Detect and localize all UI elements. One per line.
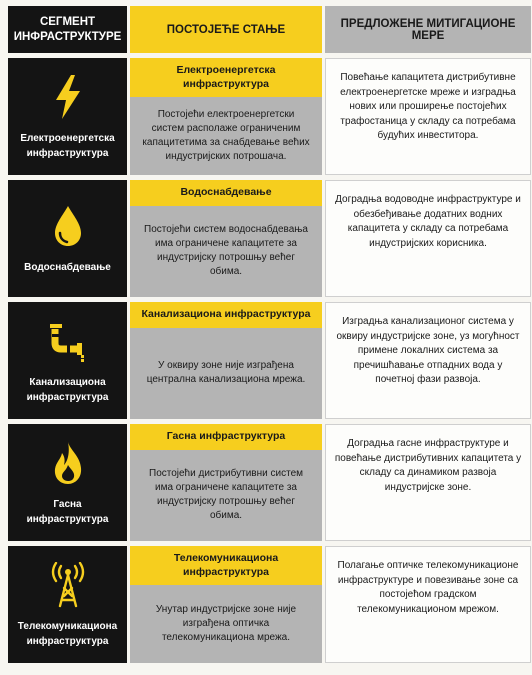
mitigation-text: Полагање оптичке телекомуникационе инфраструктуре и повезивање зоне са постојећом градском телекомуникационом мрежом. [337,560,519,615]
segment-cell [8,424,127,541]
current-state-title: Гасна инфраструктура [130,424,322,450]
header-mitigation: ПРЕДЛОЖЕНЕ МИТИГАЦИОНЕ МЕРЕ [325,6,531,53]
table-row-sewage [8,302,531,419]
current-state-title: Електроенергетска инфраструктура [130,58,322,97]
current-state-text: Постојећи систем водоснабдевања има ограничене капацитете за индустријску потрошњу већег обима. [130,206,322,297]
mitigation-text: Изградња канализационог система у оквиру индустријске зоне, уз могућност примене локалних система за пречишћавање отпадних вода у почетној фази развоја. [336,316,520,385]
antenna-tower-icon [45,560,91,610]
current-state-text: Постојећи електроенергетски систем располаже ограниченим капацитетима за снабдевање већих индустријских потрошача. [130,97,322,175]
segment-cell [8,546,127,663]
pipe-icon [45,316,91,366]
mitigation-cell [325,58,531,175]
current-state-title: Водоснабдевање [130,180,322,206]
segment-cell [8,180,127,297]
current-state-cell [130,180,322,297]
table-row-telecom [8,546,531,663]
segment-cell [8,58,127,175]
segment-label: Канализациона инфраструктура [26,377,109,403]
current-state-text: У оквиру зоне није изграђена централна канализациона мрежа. [130,328,322,419]
segment-label: Гасна инфраструктура [26,499,109,525]
current-state-title: Канализациона инфраструктура [130,302,322,328]
segment-label: Телекомуникациона инфраструктура [17,621,118,647]
table-row-electricity [8,58,531,175]
current-state-title: Телекомуникациона инфраструктура [130,546,322,585]
current-state-cell [130,546,322,663]
current-state-cell [130,58,322,175]
current-state-cell [130,424,322,541]
mitigation-text: Доградња гасне инфраструктуре и повећање дистрибутивних капацитета у складу са динамиком развоја индустријске зоне. [334,438,522,493]
water-drop-icon [45,201,91,251]
header-segment: СЕГМЕНТ ИНФРАСТРУКТУРЕ [8,6,127,53]
mitigation-cell [325,546,531,663]
current-state-text: Унутар индустријске зоне није изграђена оптичка телекомуникациона мрежа. [130,585,322,663]
current-state-cell [130,302,322,419]
table-row-gas [8,424,531,541]
infrastructure-table [8,6,531,675]
mitigation-cell [325,180,531,297]
segment-label: Електроенергетска инфраструктура [20,133,115,159]
flame-icon [45,438,91,488]
lightning-icon [45,72,91,122]
mitigation-text: Повећање капацитета дистрибутивне електроенергетске мреже и изградња нових или проширење постојећих трафостаница у складу са потребама будућих инвеститора. [340,72,516,141]
mitigation-cell [325,424,531,541]
table-row-water [8,180,531,297]
segment-label: Водоснабдевање [24,262,111,274]
segment-cell [8,302,127,419]
current-state-text: Постојећи дистрибутивни систем има ограничене капацитете за индустријску потрошњу већег обима. [130,450,322,541]
mitigation-cell [325,302,531,419]
mitigation-text: Доградња водоводне инфраструктуре и обезбеђивање додатних водних капацитета у складу са потребама индустријских корисника. [335,194,521,249]
header-current-state: ПОСТОЈЕЋЕ СТАЊЕ [130,6,322,53]
table-header [8,6,531,53]
